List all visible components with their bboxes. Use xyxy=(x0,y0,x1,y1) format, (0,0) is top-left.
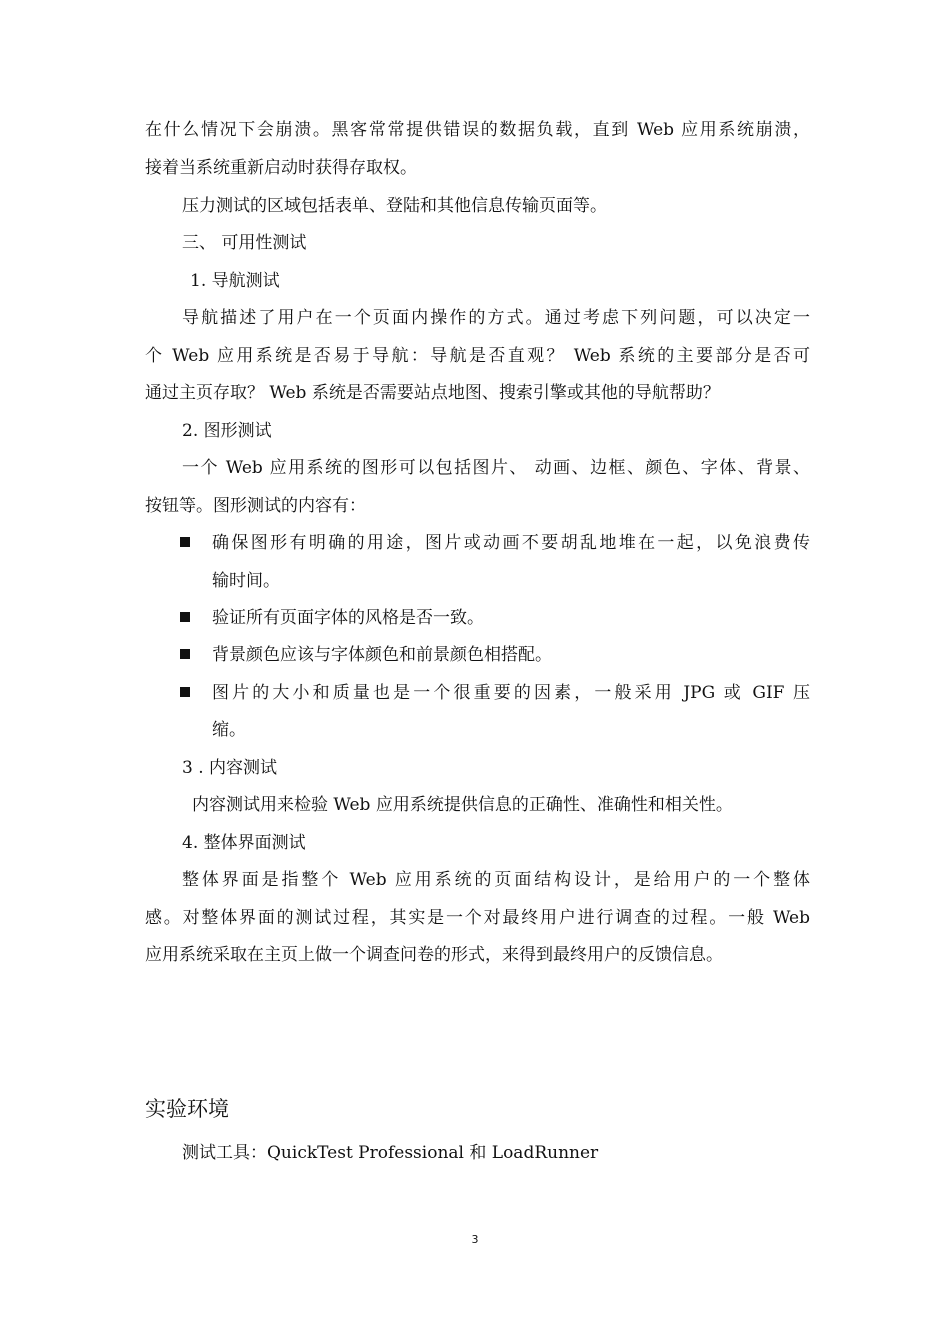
bullet-square-icon xyxy=(178,647,192,661)
list-item-continuation: 缩。 xyxy=(212,720,246,740)
paragraph-line: 压力测试的区域包括表单、登陆和其他信息传输页面等。 xyxy=(182,196,607,216)
paragraph-line: 一个 Web 应用系统的图形可以包括图片、 动画、边框、颜色、字体、背景、 xyxy=(182,458,810,478)
subsection-heading: 2. 图形测试 xyxy=(182,421,272,441)
paragraph-line: 整体界面是指整个 Web 应用系统的页面结构设计，是给用户的一个整体 xyxy=(182,870,810,890)
paragraph-line: 测试工具：QuickTest Professional 和 LoadRunner xyxy=(182,1143,599,1163)
paragraph-line: 内容测试用来检验 Web 应用系统提供信息的正确性、准确性和相关性。 xyxy=(192,795,733,815)
paragraph-line: 通过主页存取？ Web 系统是否需要站点地图、搜索引擎或其他的导航帮助？ xyxy=(145,383,720,403)
paragraph-line: 按钮等。图形测试的内容有： xyxy=(145,496,366,516)
paragraph-line: 个 Web 应用系统是否易于导航：导航是否直观？ Web 系统的主要部分是否可 xyxy=(145,346,810,366)
bullet-square-icon xyxy=(178,535,192,549)
page-number: 3 xyxy=(471,1233,479,1246)
section-heading: 实验环境 xyxy=(145,1097,229,1121)
paragraph-line: 接着当系统重新启动时获得存取权。 xyxy=(145,158,417,178)
list-item: 图片的大小和质量也是一个很重要的因素，一般采用 JPG 或 GIF 压 xyxy=(212,683,810,703)
subsection-heading: 1. 导航测试 xyxy=(190,271,280,291)
subsection-heading: 4. 整体界面测试 xyxy=(182,833,306,853)
paragraph-line: 在什么情况下会崩溃。黑客常常提供错误的数据负载，直到 Web 应用系统崩溃， xyxy=(145,120,810,140)
list-item-continuation: 输时间。 xyxy=(212,571,280,591)
subsection-heading: 3 . 内容测试 xyxy=(182,758,278,778)
paragraph-line: 感。对整体界面的测试过程，其实是一个对最终用户进行调查的过程。一般 Web xyxy=(145,908,810,928)
bullet-square-icon xyxy=(178,685,192,699)
paragraph-line: 应用系统采取在主页上做一个调查问卷的形式，来得到最终用户的反馈信息。 xyxy=(145,945,723,965)
bullet-square-icon xyxy=(178,610,192,624)
list-item: 验证所有页面字体的风格是否一致。 xyxy=(212,608,484,628)
section-heading: 三、 可用性测试 xyxy=(182,233,307,253)
paragraph-line: 导航描述了用户在一个页面内操作的方式。通过考虑下列问题，可以决定一 xyxy=(182,308,810,328)
list-item: 确保图形有明确的用途，图片或动画不要胡乱地堆在一起，以免浪费传 xyxy=(212,533,810,553)
list-item: 背景颜色应该与字体颜色和前景颜色相搭配。 xyxy=(212,645,552,665)
